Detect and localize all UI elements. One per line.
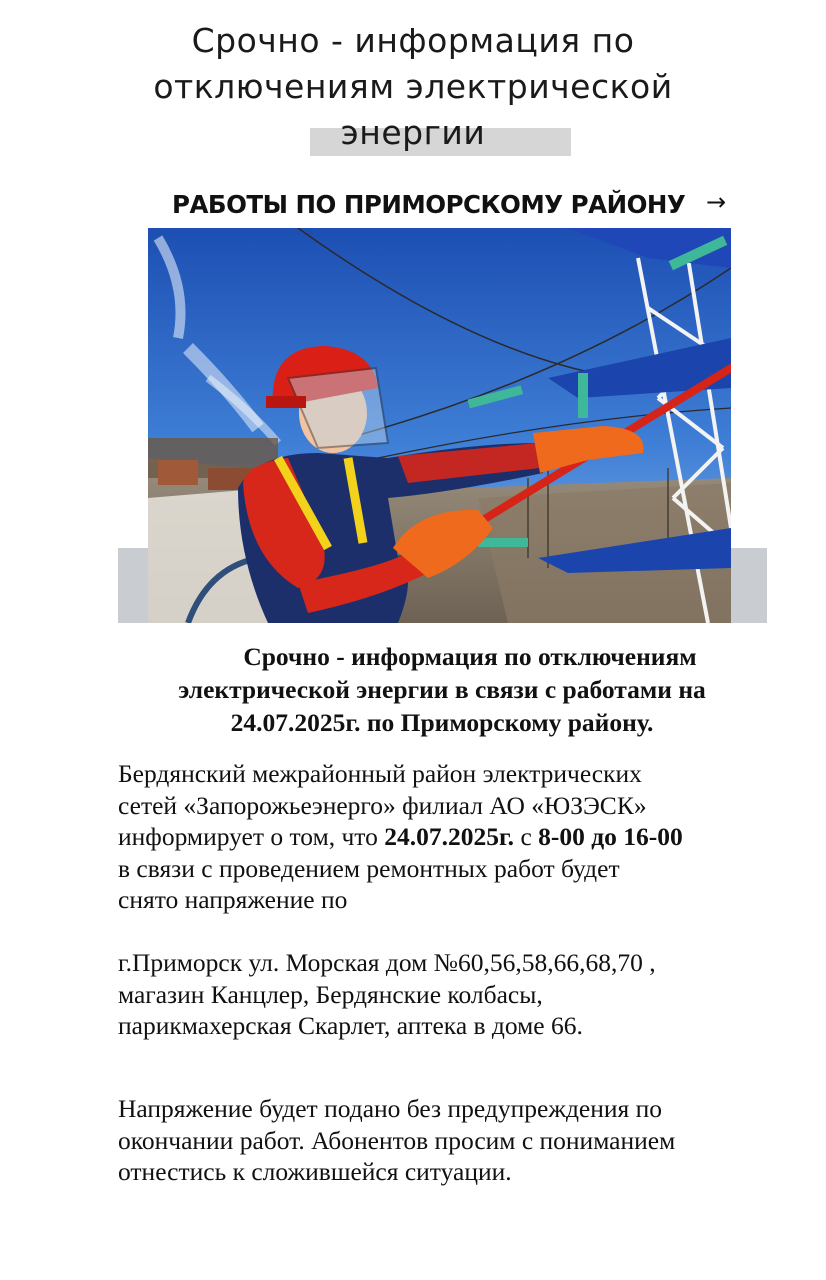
headline-line: электрической энергии в связи с работами на xyxy=(178,675,706,704)
paragraph-line: в связи с проведением ремонтных работ будет xyxy=(118,853,620,883)
closing-paragraph xyxy=(118,1093,778,1188)
paragraph-text: с xyxy=(514,822,539,851)
paragraph-line: Напряжение будет подано без предупреждения по xyxy=(118,1094,663,1123)
photo-frame-right xyxy=(726,548,767,623)
paragraph-line: снято напряжение по xyxy=(118,885,348,914)
paragraph-line: парикмахерская Скарлет, аптека в доме 66. xyxy=(118,1011,583,1040)
headline-line: Срочно - информация по отключениям xyxy=(243,642,697,671)
outage-time: 8-00 до 16-00 xyxy=(538,822,683,851)
paragraph-line: отнестись к сложившейся ситуации. xyxy=(118,1157,512,1186)
page-title-line: отключениям электрической xyxy=(153,67,673,106)
headline xyxy=(118,640,766,739)
electrician-photo xyxy=(148,228,731,623)
page-title-line: Срочно - информация по xyxy=(191,21,635,60)
headline-line: 24.07.2025г. по Приморскому району. xyxy=(230,708,654,737)
paragraph-line xyxy=(118,821,778,853)
notice-paragraph xyxy=(118,758,778,916)
paragraph-line: магазин Канцлер, Бердянские колбасы, xyxy=(118,979,543,1009)
arrow-right-icon[interactable]: → xyxy=(706,188,727,216)
section-heading[interactable]: РАБОТЫ ПО ПРИМОРСКОМУ РАЙОНУ xyxy=(172,190,686,219)
paragraph-line: г.Приморск ул. Морская дом №60,56,58,66,68,70 , xyxy=(118,948,656,977)
outage-date: 24.07.2025г. xyxy=(384,822,515,851)
page-title-line: энергии xyxy=(340,113,486,152)
page-title xyxy=(120,18,706,156)
paragraph-line: сетей «Запорожьеэнерго» филиал АО «ЮЗЭСК» xyxy=(118,790,647,820)
address-paragraph xyxy=(118,947,778,1042)
paragraph-line: Бердянский межрайонный район электрических xyxy=(118,759,642,788)
paragraph-text: информирует о том, что xyxy=(118,822,385,851)
paragraph-line: окончании работ. Абонентов просим с пониманием xyxy=(118,1125,676,1155)
